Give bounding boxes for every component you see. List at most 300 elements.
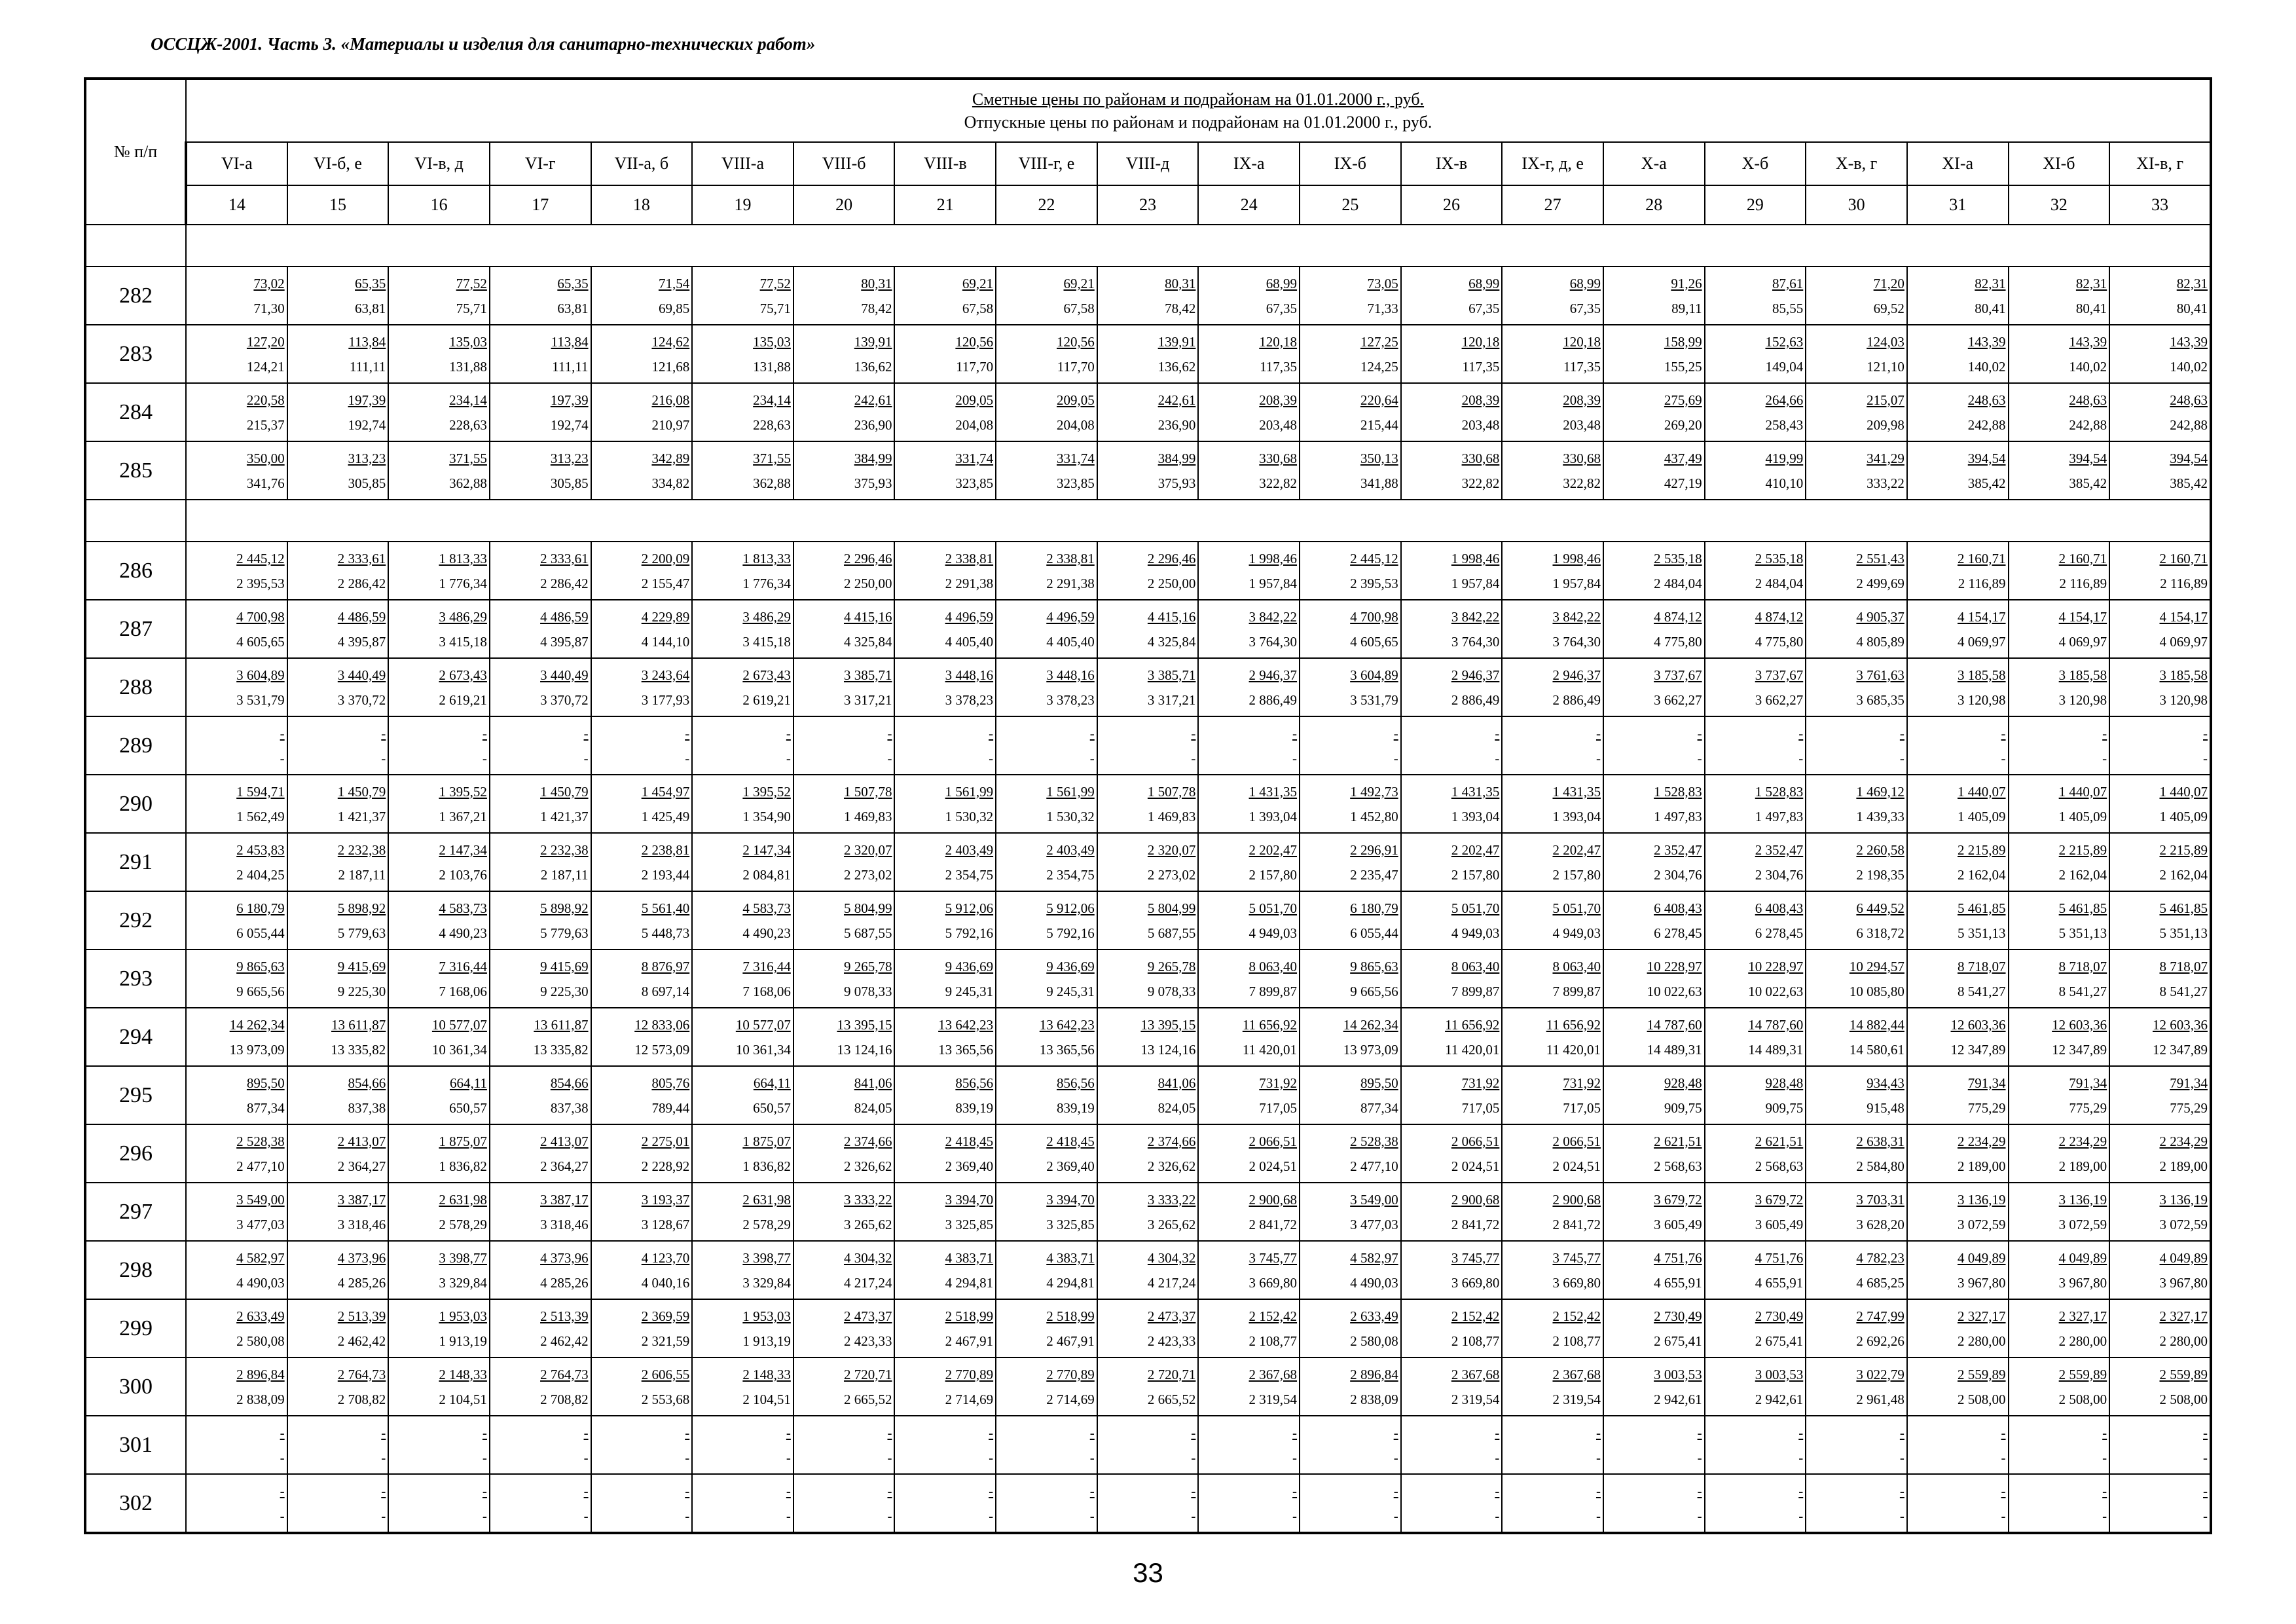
price-cell — [1401, 891, 1503, 950]
estimated-price: 120,18 — [1563, 333, 1601, 350]
release-price: 305,85 — [550, 475, 589, 491]
release-price: - — [1191, 1507, 1196, 1524]
estimated-price: 2 413,07 — [337, 1133, 386, 1149]
price-cell — [1907, 1299, 2009, 1357]
estimated-price: 928,48 — [1664, 1075, 1702, 1091]
estimated-price: 80,31 — [1165, 275, 1196, 291]
price-cell — [1603, 891, 1705, 950]
price-cell — [1907, 542, 2009, 600]
estimated-price: 2 352,47 — [1654, 841, 1702, 858]
release-price: - — [2203, 1449, 2208, 1466]
release-price: 2 189,00 — [2058, 1158, 2107, 1174]
estimated-price: - — [2203, 1483, 2208, 1499]
release-price: 375,93 — [1157, 475, 1196, 491]
release-price: 2 108,77 — [1451, 1333, 1500, 1349]
price-cell — [186, 775, 287, 833]
estimated-price: 209,05 — [955, 392, 994, 408]
estimated-price: 4 304,32 — [1147, 1249, 1196, 1266]
price-cell — [2009, 383, 2110, 441]
estimated-price: 7 316,44 — [439, 958, 487, 974]
release-price: 2 162,04 — [2058, 866, 2107, 883]
price-cell — [1806, 775, 1907, 833]
release-price: - — [1089, 750, 1095, 766]
price-cell — [1502, 1357, 1603, 1416]
price-cell — [186, 1416, 287, 1474]
release-price: 385,42 — [1967, 475, 2006, 491]
price-cell — [996, 1008, 1097, 1066]
release-price: 2 484,04 — [1755, 575, 1804, 591]
release-price: 242,88 — [2170, 416, 2208, 433]
estimated-price: 2 631,98 — [439, 1191, 487, 1208]
estimated-price: 3 398,77 — [742, 1249, 791, 1266]
column-number: 29 — [1705, 185, 1806, 225]
release-price: 9 078,33 — [843, 983, 892, 999]
price-cell — [1806, 891, 1907, 950]
estimated-price: 6 449,52 — [1856, 900, 1904, 916]
column-number: 27 — [1502, 185, 1603, 225]
price-cell — [388, 950, 490, 1008]
price-cell — [287, 325, 389, 383]
estimated-price: 8 063,40 — [1248, 958, 1298, 974]
release-price: 1 421,37 — [540, 808, 589, 824]
price-cell — [388, 1008, 490, 1066]
release-price: 1 497,83 — [1755, 808, 1804, 824]
release-price: 2 024,51 — [1248, 1158, 1298, 1174]
release-price: 10 022,63 — [1647, 983, 1702, 999]
release-price: 67,35 — [1468, 300, 1500, 316]
estimated-price: 2 066,51 — [1451, 1133, 1500, 1149]
estimated-price: 216,08 — [651, 392, 690, 408]
estimated-price: 2 513,39 — [337, 1308, 386, 1324]
column-number: 33 — [2109, 185, 2211, 225]
price-cell — [1907, 1474, 2009, 1533]
column-number: 15 — [287, 185, 389, 225]
price-cell — [1198, 775, 1300, 833]
price-cell — [1603, 1183, 1705, 1241]
price-cell — [1806, 267, 1907, 325]
estimated-price: 2 147,34 — [742, 841, 791, 858]
estimated-price: - — [482, 1483, 487, 1499]
estimated-price: 4 496,59 — [945, 608, 994, 625]
estimated-price: 331,74 — [1057, 450, 1095, 466]
estimated-price: 2 453,83 — [236, 841, 285, 858]
price-cell — [1907, 325, 2009, 383]
estimated-price: 3 385,71 — [843, 667, 892, 683]
release-price: 2 291,38 — [1046, 575, 1095, 591]
release-price: 117,70 — [956, 358, 994, 375]
price-cell — [591, 1008, 693, 1066]
price-cell — [287, 1066, 389, 1124]
estimated-price: 3 333,22 — [843, 1191, 892, 1208]
estimated-price: 3 243,64 — [641, 667, 690, 683]
estimated-price: 4 049,89 — [2159, 1249, 2208, 1266]
price-cell — [1300, 1008, 1401, 1066]
price-cell — [793, 600, 895, 658]
release-price: 4 069,97 — [2058, 633, 2107, 650]
estimated-price: - — [381, 1424, 386, 1441]
estimated-price: 856,56 — [955, 1075, 994, 1091]
estimated-price: 209,05 — [1057, 392, 1095, 408]
price-cell — [186, 891, 287, 950]
row-number: 294 — [85, 1008, 186, 1066]
estimated-price: - — [482, 1424, 487, 1441]
estimated-price: 2 215,89 — [2159, 841, 2208, 858]
release-price: 4 294,81 — [1046, 1274, 1095, 1291]
release-price: 4 775,80 — [1755, 633, 1804, 650]
price-cell — [1401, 1474, 1503, 1533]
release-price: 2 508,00 — [2058, 1391, 2107, 1407]
release-price: 2 286,42 — [540, 575, 589, 591]
release-price: 121,10 — [1867, 358, 1904, 375]
release-price: 4 949,03 — [1248, 925, 1298, 941]
estimated-price: 2 621,51 — [1654, 1133, 1702, 1149]
release-price: 3 325,85 — [945, 1216, 994, 1232]
estimated-price: 2 418,45 — [945, 1133, 994, 1149]
estimated-price: 77,52 — [759, 275, 791, 291]
price-cell — [1198, 658, 1300, 716]
estimated-price: 3 333,22 — [1147, 1191, 1196, 1208]
release-price: - — [2001, 750, 2006, 766]
price-cell — [2109, 1357, 2211, 1416]
price-cell — [591, 267, 693, 325]
estimated-price: 2 770,89 — [945, 1366, 994, 1382]
price-cell — [1097, 325, 1199, 383]
release-price: 717,05 — [1563, 1099, 1601, 1116]
release-price: 2 162,04 — [1958, 866, 2006, 883]
estimated-price: 1 875,07 — [439, 1133, 487, 1149]
price-cell — [1097, 1416, 1199, 1474]
price-cell — [1603, 833, 1705, 891]
release-price: 12 347,89 — [2052, 1041, 2107, 1058]
price-cell — [793, 1008, 895, 1066]
price-cell — [996, 1183, 1097, 1241]
estimated-price: 2 559,89 — [1958, 1366, 2006, 1382]
release-price: 3 605,49 — [1755, 1216, 1804, 1232]
estimated-price: - — [887, 725, 892, 741]
release-price: 4 605,65 — [236, 633, 285, 650]
estimated-price: 419,99 — [1765, 450, 1804, 466]
estimated-price: - — [1495, 725, 1500, 741]
release-price: 5 779,63 — [540, 925, 589, 941]
price-cell — [2109, 775, 2211, 833]
price-cell — [1603, 542, 1705, 600]
release-price: 3 378,23 — [945, 692, 994, 708]
release-price: - — [583, 1449, 589, 1466]
release-price: 1 776,34 — [439, 575, 487, 591]
release-price: 215,37 — [246, 416, 285, 433]
release-price: 2 578,29 — [742, 1216, 791, 1232]
estimated-price: 3 385,71 — [1147, 667, 1196, 683]
estimated-price: 841,06 — [854, 1075, 892, 1091]
release-price: 322,82 — [1259, 475, 1298, 491]
release-price: 2 841,72 — [1248, 1216, 1298, 1232]
price-cell — [1198, 1357, 1300, 1416]
estimated-price: 143,39 — [2069, 333, 2107, 350]
release-price: 71,30 — [253, 300, 285, 316]
price-cell — [1300, 833, 1401, 891]
estimated-price: 2 327,17 — [1958, 1308, 2006, 1324]
release-price: 2 692,26 — [1856, 1333, 1904, 1349]
release-price: 5 687,55 — [843, 925, 892, 941]
row-number: 298 — [85, 1241, 186, 1299]
estimated-price: - — [381, 725, 386, 741]
price-cell — [1705, 267, 1806, 325]
release-price: 3 628,20 — [1856, 1216, 1904, 1232]
estimated-price: 4 751,76 — [1654, 1249, 1702, 1266]
release-price: 117,35 — [1563, 358, 1601, 375]
price-cell — [186, 267, 287, 325]
estimated-price: 4 700,98 — [1350, 608, 1398, 625]
release-price: 12 347,89 — [1950, 1041, 2006, 1058]
release-price: 4 685,25 — [1856, 1274, 1904, 1291]
release-price: 3 072,59 — [1958, 1216, 2006, 1232]
release-price: 1 957,84 — [1451, 575, 1500, 591]
price-cell — [894, 542, 996, 600]
price-cell — [2109, 441, 2211, 500]
release-price: 2 484,04 — [1654, 575, 1702, 591]
estimated-price: 4 373,96 — [540, 1249, 589, 1266]
estimated-price: 6 180,79 — [236, 900, 285, 916]
price-cell — [692, 658, 793, 716]
release-price: - — [887, 1507, 892, 1524]
estimated-price: 2 148,33 — [742, 1366, 791, 1382]
price-cell — [1198, 716, 1300, 775]
estimated-price: - — [583, 725, 589, 741]
release-price: 11 420,01 — [1242, 1041, 1298, 1058]
release-price: 4 605,65 — [1350, 633, 1398, 650]
release-price: 1 957,84 — [1248, 575, 1298, 591]
price-cell — [793, 267, 895, 325]
release-price: 3 072,59 — [2058, 1216, 2107, 1232]
release-price: - — [2203, 750, 2208, 766]
estimated-price: - — [1191, 1424, 1196, 1441]
price-cell — [591, 1066, 693, 1124]
estimated-price: 4 582,97 — [1350, 1249, 1398, 1266]
estimated-price: 2 896,84 — [1350, 1366, 1398, 1382]
release-price: 2 467,91 — [1046, 1333, 1095, 1349]
row-number: 286 — [85, 542, 186, 600]
release-price: 3 477,03 — [236, 1216, 285, 1232]
release-price: 4 490,03 — [1350, 1274, 1398, 1291]
release-price: 4 217,24 — [843, 1274, 892, 1291]
district-header: VIII-в — [894, 142, 996, 185]
release-price: 1 393,04 — [1552, 808, 1601, 824]
estimated-price: 2 720,71 — [1147, 1366, 1196, 1382]
release-price: 4 217,24 — [1147, 1274, 1196, 1291]
release-price: - — [381, 1449, 386, 1466]
price-cell — [894, 891, 996, 950]
estimated-price: 2 764,73 — [337, 1366, 386, 1382]
release-price: 5 687,55 — [1147, 925, 1196, 941]
price-cell — [1907, 775, 2009, 833]
estimated-price: 2 730,49 — [1654, 1308, 1702, 1324]
price-cell — [1502, 383, 1603, 441]
estimated-price: 4 373,96 — [337, 1249, 386, 1266]
release-price: 4 655,91 — [1755, 1274, 1804, 1291]
release-price: 2 162,04 — [2159, 866, 2208, 883]
price-cell — [1198, 1008, 1300, 1066]
estimated-price: 2 147,34 — [439, 841, 487, 858]
estimated-price: 1 431,35 — [1451, 783, 1500, 800]
price-cell — [490, 542, 591, 600]
price-cell — [793, 950, 895, 1008]
estimated-price: 1 507,78 — [843, 783, 892, 800]
estimated-price: 4 383,71 — [1046, 1249, 1095, 1266]
price-cell — [388, 891, 490, 950]
release-price: 650,57 — [449, 1099, 487, 1116]
estimated-price: 350,13 — [1360, 450, 1398, 466]
column-number: 26 — [1401, 185, 1503, 225]
estimated-price: 10 577,07 — [431, 1016, 487, 1033]
estimated-price: 2 720,71 — [843, 1366, 892, 1382]
release-price: 2 838,09 — [236, 1391, 285, 1407]
price-cell — [287, 542, 389, 600]
district-header: VII-а, б — [591, 142, 693, 185]
estimated-price: 11 656,92 — [1445, 1016, 1500, 1033]
estimated-price: 5 804,99 — [1147, 900, 1196, 916]
release-price: - — [1798, 1507, 1804, 1524]
title-release-prices: Отпускные цены по районам и подрайонам на 01.01.2000 г., руб. — [964, 113, 1432, 132]
price-cell — [1806, 325, 1907, 383]
district-header: VI-г — [490, 142, 591, 185]
estimated-price: 12 603,36 — [1950, 1016, 2006, 1033]
release-price: 2 304,76 — [1654, 866, 1702, 883]
price-cell — [287, 833, 389, 891]
release-price: 204,08 — [1057, 416, 1095, 433]
estimated-price: 3 398,77 — [439, 1249, 487, 1266]
price-cell — [692, 1299, 793, 1357]
estimated-price: 2 445,12 — [236, 550, 285, 566]
estimated-price: 3 185,58 — [1958, 667, 2006, 683]
estimated-price: 1 813,33 — [742, 550, 791, 566]
release-price: 1 957,84 — [1552, 575, 1601, 591]
release-price: 13 335,82 — [331, 1041, 386, 1058]
release-price: 1 497,83 — [1654, 808, 1702, 824]
column-number-row — [85, 185, 2211, 225]
release-price: 2 354,75 — [945, 866, 994, 883]
price-cell — [591, 1183, 693, 1241]
price-cell — [490, 325, 591, 383]
estimated-price: 3 842,22 — [1552, 608, 1601, 625]
price-cell — [1502, 1416, 1603, 1474]
price-cell — [1300, 325, 1401, 383]
release-price: 2 187,11 — [540, 866, 589, 883]
release-price: 2 024,51 — [1552, 1158, 1601, 1174]
release-price: 2 326,62 — [1147, 1158, 1196, 1174]
release-price: 6 278,45 — [1654, 925, 1702, 941]
release-price: 9 078,33 — [1147, 983, 1196, 999]
price-cell — [1502, 716, 1603, 775]
price-cell — [591, 775, 693, 833]
release-price: 2 369,40 — [1046, 1158, 1095, 1174]
release-price: 10 022,63 — [1748, 983, 1804, 999]
estimated-price: 2 152,42 — [1451, 1308, 1500, 1324]
price-cell — [186, 1241, 287, 1299]
release-price: 3 318,46 — [337, 1216, 386, 1232]
table-row — [85, 775, 2211, 833]
release-price: - — [1089, 1449, 1095, 1466]
estimated-price: - — [685, 1424, 690, 1441]
release-price: - — [583, 1507, 589, 1524]
estimated-price: 2 535,18 — [1755, 550, 1804, 566]
price-cell — [1097, 950, 1199, 1008]
estimated-price: 3 136,19 — [2058, 1191, 2107, 1208]
price-cell — [1603, 1008, 1705, 1066]
price-cell — [1300, 1066, 1401, 1124]
estimated-price: 82,31 — [1975, 275, 2006, 291]
price-cell — [1603, 1416, 1705, 1474]
price-cell — [1401, 1416, 1503, 1474]
price-cell — [2009, 891, 2110, 950]
price-cell — [1300, 542, 1401, 600]
estimated-price: 82,31 — [2075, 275, 2107, 291]
estimated-price: 2 673,43 — [439, 667, 487, 683]
price-cell — [490, 1124, 591, 1183]
estimated-price: 120,18 — [1461, 333, 1500, 350]
release-price: 6 318,72 — [1856, 925, 1904, 941]
price-cell — [1401, 716, 1503, 775]
estimated-price: 2 232,38 — [540, 841, 589, 858]
estimated-price: 371,55 — [449, 450, 487, 466]
estimated-price: 2 066,51 — [1248, 1133, 1298, 1149]
price-cell — [287, 716, 389, 775]
estimated-price: 3 394,70 — [1046, 1191, 1095, 1208]
price-cell — [2009, 325, 2110, 383]
release-price: 3 662,27 — [1755, 692, 1804, 708]
estimated-price: 4 782,23 — [1856, 1249, 1904, 1266]
estimated-price: 143,39 — [2170, 333, 2208, 350]
estimated-price: 4 154,17 — [1958, 608, 2006, 625]
row-number: 299 — [85, 1299, 186, 1357]
estimated-price: 10 577,07 — [735, 1016, 791, 1033]
price-cell — [1705, 1124, 1806, 1183]
release-price: 124,21 — [246, 358, 285, 375]
price-cell — [793, 325, 895, 383]
price-cell — [894, 1299, 996, 1357]
estimated-price: - — [1899, 725, 1904, 741]
release-price: - — [1393, 750, 1398, 766]
release-price: - — [989, 750, 994, 766]
estimated-price: 4 049,89 — [2058, 1249, 2107, 1266]
price-cell — [1198, 1183, 1300, 1241]
estimated-price: - — [2102, 1483, 2107, 1499]
estimated-price: 1 507,78 — [1147, 783, 1196, 800]
price-cell — [1806, 441, 1907, 500]
table-title — [186, 79, 2211, 142]
release-price: 67,58 — [962, 300, 994, 316]
release-price: 2 619,21 — [742, 692, 791, 708]
estimated-price: 69,21 — [1063, 275, 1095, 291]
price-cell — [1300, 1183, 1401, 1241]
price-cell — [186, 1357, 287, 1416]
release-price: 2 155,47 — [641, 575, 690, 591]
estimated-price: 8 876,97 — [641, 958, 690, 974]
release-price: 1 530,32 — [945, 808, 994, 824]
price-cell — [287, 1008, 389, 1066]
price-cell — [1097, 1241, 1199, 1299]
estimated-price: 4 049,89 — [1958, 1249, 2006, 1266]
release-price: 2 580,08 — [236, 1333, 285, 1349]
price-cell — [490, 1183, 591, 1241]
release-price: - — [1697, 1449, 1702, 1466]
release-price: - — [1292, 750, 1298, 766]
table-row — [85, 891, 2211, 950]
estimated-price: 934,43 — [1867, 1075, 1904, 1091]
estimated-price: 14 787,60 — [1748, 1016, 1804, 1033]
price-cell — [1097, 542, 1199, 600]
price-cell — [2009, 1008, 2110, 1066]
price-cell — [692, 1474, 793, 1533]
